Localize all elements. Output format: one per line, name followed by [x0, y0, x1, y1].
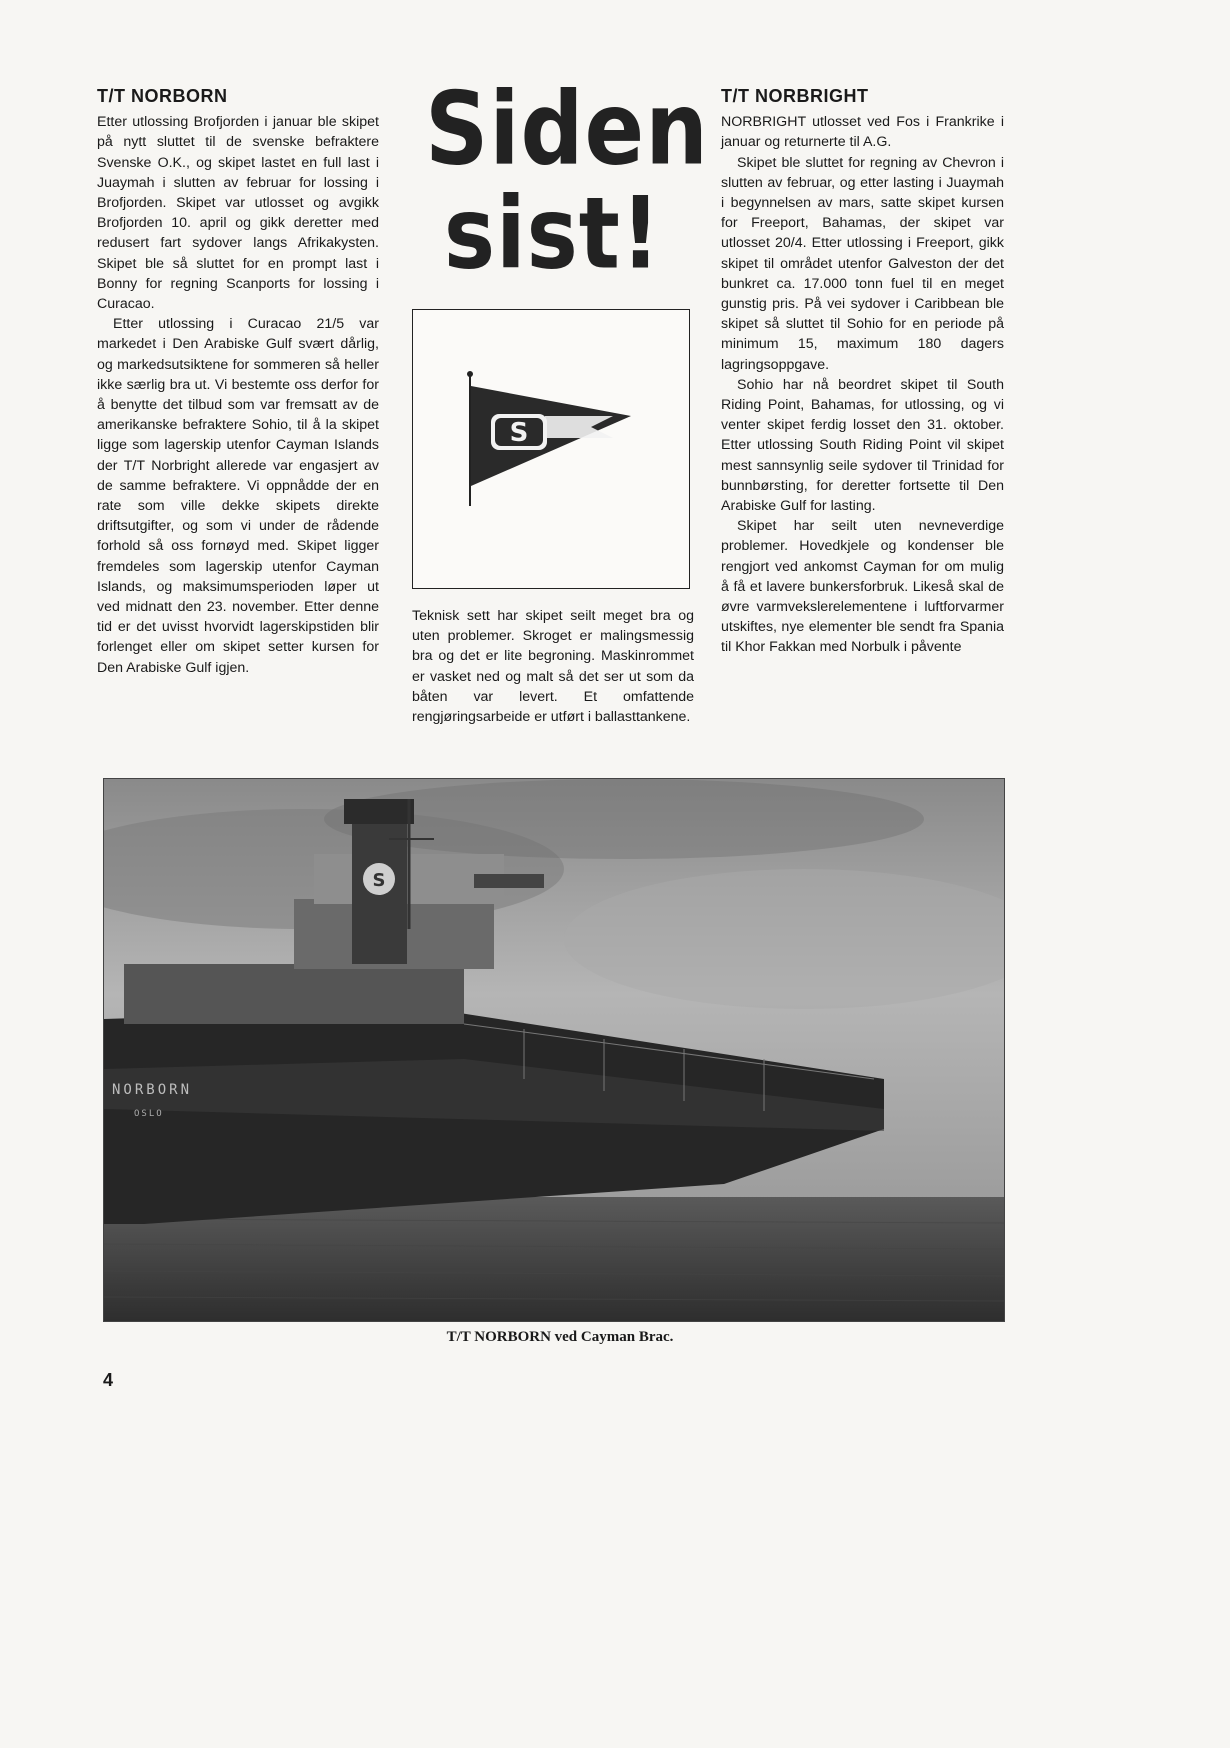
- heading-norborn: T/T NORBORN: [97, 86, 228, 106]
- masthead: [425, 69, 709, 292]
- paragraph: Sohio har nå beordret skipet til South Riding Point, Bahamas, for utlossing, og vi venter skipet ferdig losset den 31. oktober. Etter utlossing South Riding Point vil skipet mest sannsynlig seile sydover til Trinidad for bunnbørsting, for deretter fortsette til Den Arabiske Gulf for lasting.: [721, 376, 1004, 515]
- paragraph: NORBRIGHT utlosset ved Fos i Frankrike i januar og returnerte til A.G.: [721, 114, 1004, 151]
- funnel-emblem: S: [372, 870, 386, 891]
- page-number: 4: [103, 1370, 114, 1390]
- masthead-line-2: sist!: [443, 176, 662, 292]
- paragraph: Skipet har seilt uten nevneverdige problemer. Hovedkjele og kondenser ble rengjort ved ankomst Cayman for om mulig å få et lavere bunkersforbruk. Likeså skal de øvre varmvekslerelementene i luftforvarmer utskiftes, nye elementer ble sendt fra Spania til Khor Fakkan med Norbulk i påvente: [721, 518, 1004, 656]
- article-norbright: [721, 86, 1004, 658]
- paragraph: Teknisk sett har skipet seilt meget bra og uten problemer. Skroget er malingsmessig bra og det er lite begroning. Maskinrommet er vasket ned og malt så det ser ut som da båten var levert. Et omfattende rengjøringsarbeide er utført i ballasttankene.: [412, 608, 694, 726]
- article-norborn: [97, 86, 379, 678]
- paragraph: Etter utlossing Brofjorden i januar ble skipet på nytt sluttet til de svenske befraktere Svenske O.K., og skipet lastet en full last i Juaymah i slutten av februar for lossing i Brofjorden. Skipet var utlosset og avgikk Brofjorden 10. april og gikk deretter med redusert fart sydover langs Afrikakysten. Skipet ble så sluttet for en prompt last i Bonny for regning Scanports for lossing i Curacao.: [97, 114, 379, 313]
- masthead-line-1: Siden: [425, 69, 709, 188]
- paragraph: Skipet ble sluttet for regning av Chevron i slutten av februar, og etter lasting i Juaymah i begynnelsen av mars, satte skipet kursen for Freeport, Bahamas, der skipet var utlosset 20/4. Etter utlossing i Freeport, gikk skipet til området utenfor Galveston der det bunkret ca. 17.000 tonn fuel til en meget gunstig pris. På vei sydover i Caribbean ble skipet så sluttet til Sohio for en periode på minimum 15, maximum 180 dagers lagringsoppgave.: [721, 154, 1004, 373]
- hull-port: OSLO: [134, 1109, 164, 1119]
- photo-caption: T/T NORBORN ved Cayman Brac.: [446, 1329, 674, 1345]
- flag-letter: S: [509, 418, 529, 448]
- company-flag-icon: [413, 310, 689, 588]
- heading-norbright: T/T NORBRIGHT: [721, 86, 869, 106]
- company-flag-box: [412, 309, 690, 589]
- tanker-photo: [103, 778, 1005, 1322]
- article-technical: [412, 606, 694, 727]
- tanker-ship-image: [104, 779, 1004, 1321]
- paragraph: Etter utlossing i Curacao 21/5 var markedet i Den Arabiske Gulf svært dårlig, og markedsutsiktene for sommeren så heller ikke særlig bra ut. Vi bestemte oss derfor for å benytte det tilbud som var fremsatt av de amerikanske befraktere Sohio, til å la skipet ligge som lagerskip utenfor Cayman Islands der T/T Norbright allerede var engasjert av de samme befraktere. Vi oppnådde der en rate som ville dekke skipets direkte driftsutgifter, og som vi under de rådende forhold så oss fornøyd med. Skipet ligger fremdeles som lagerskip utenfor Cayman Islands, og maksimumsperioden løper ut ved midnatt den 23. november. Etter denne tid er det uvisst hvorvidt lagerskipstiden blir forlenget eller om skipet setter kursen for Den Arabiske Gulf igjen.: [97, 316, 379, 676]
- hull-name: NORBORN: [112, 1082, 193, 1098]
